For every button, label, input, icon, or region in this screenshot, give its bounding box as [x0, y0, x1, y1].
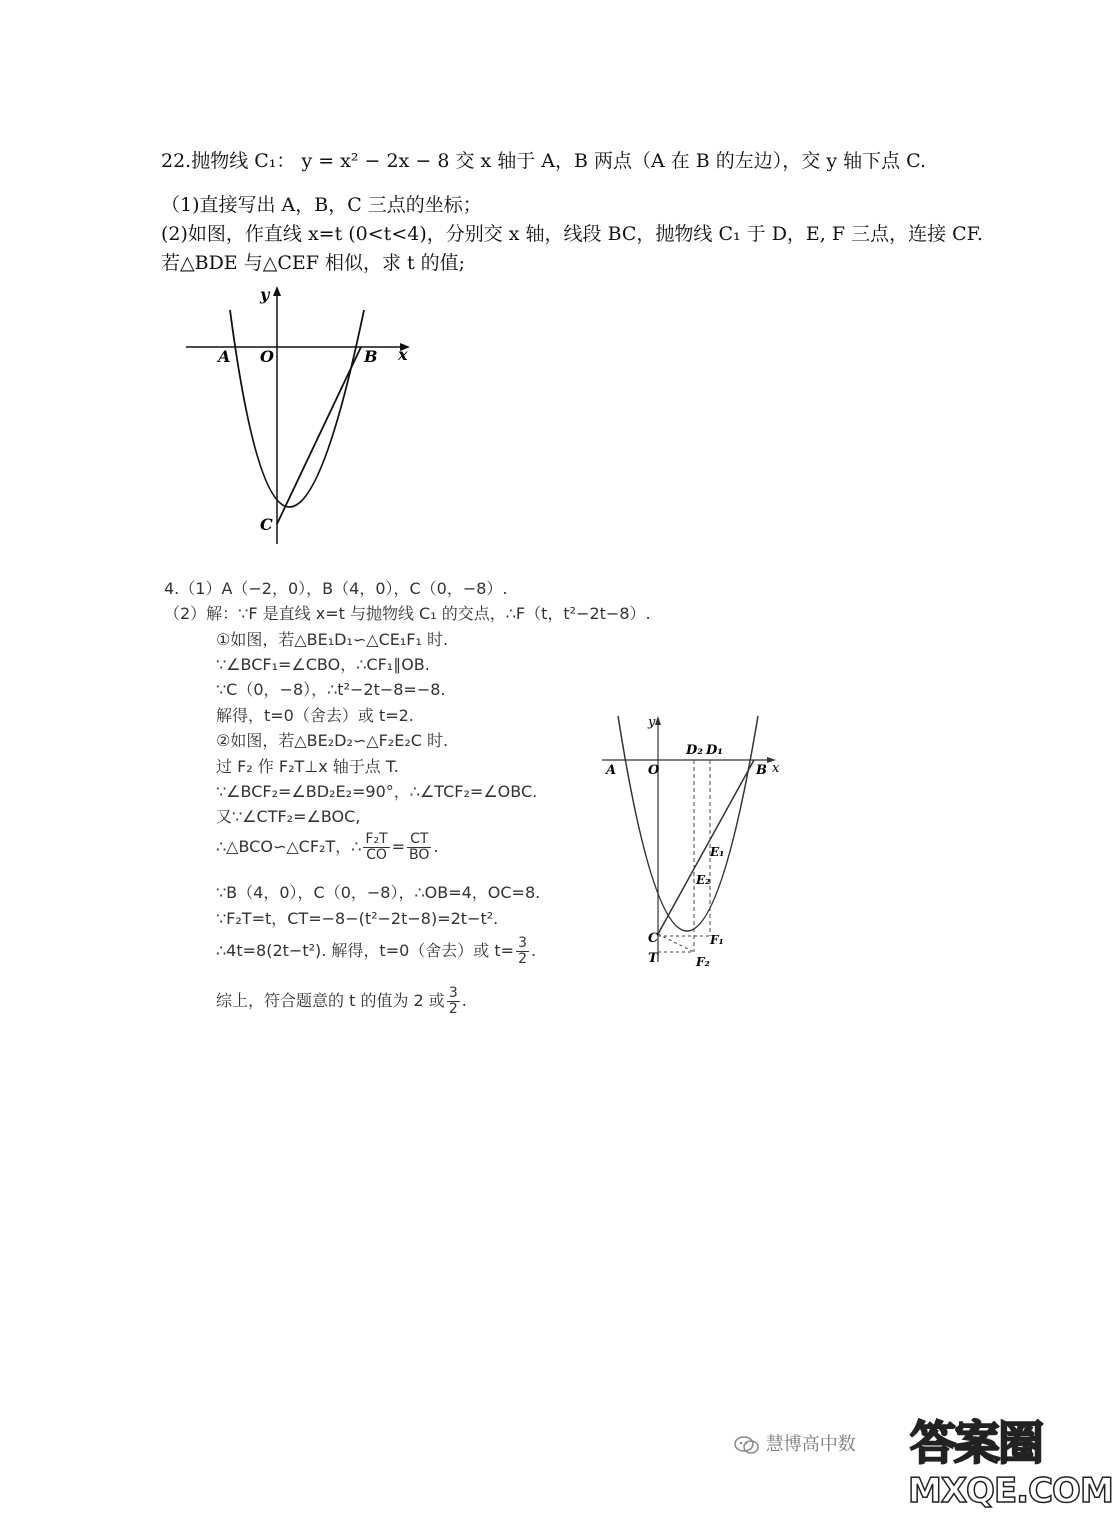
- fraction-denominator: 2: [518, 951, 527, 967]
- fraction-numerator: CT: [407, 832, 431, 848]
- fraction-denominator: BO: [409, 847, 430, 863]
- parabola-figure-1: [180, 282, 420, 550]
- equals-sign: =: [391, 837, 406, 856]
- solution-line-11-prefix: ∴△BCO∽△CF₂T，∴: [216, 837, 362, 856]
- y-axis-arrow: [655, 716, 661, 725]
- solution-line-14-prefix: ∴4t=8(2t−t²). 解得，t=0（舍去）或 t=: [216, 941, 515, 960]
- solution-line-2: （2）解：∵F 是直线 x=t 与抛物线 C₁ 的交点，∴F（t，t²−2t−8）.: [164, 604, 651, 623]
- solution-line-8: 过 F₂ 作 F₂T⊥x 轴于点 T.: [216, 757, 399, 776]
- label-o: O: [648, 763, 660, 778]
- solution-line-10: 又∵∠CTF₂=∠BOC,: [216, 807, 361, 826]
- watermark-account-name: 慧博高中数: [765, 1434, 856, 1455]
- label-x: x: [398, 345, 408, 364]
- fraction-numerator: 3: [448, 985, 458, 1001]
- solution-line-6: 解得，t=0（舍去）或 t=2.: [216, 706, 414, 725]
- solution-line-15: [216, 986, 467, 1017]
- solution-line-1: 4.（1）A（−2，0），B（4，0），C（0，−8）.: [164, 579, 508, 598]
- y-axis-arrow: [273, 286, 281, 296]
- solution-line-15-prefix: 综上，符合题意的 t 的值为 2 或: [216, 991, 445, 1010]
- solution-line-12: ∵B（4，0），C（0，−8），∴OB=4，OC=8.: [216, 883, 541, 902]
- solution-line-7: ②如图，若△BE₂D₂∽△F₂E₂C 时.: [216, 731, 449, 750]
- solution-line-14-suffix: .: [530, 941, 537, 960]
- parabola-curve: [230, 310, 364, 507]
- question-part-2-line-1: (2)如图，作直线 x=t (0<t<4)，分别交 x 轴，线段 BC，抛物线 C₁ 于 D，E, F 三点，连接 CF.: [161, 223, 983, 245]
- site-logo: [908, 1407, 1113, 1521]
- fraction-three-halves: [516, 936, 529, 967]
- label-b: B: [756, 763, 767, 778]
- label-c: C: [648, 931, 659, 946]
- label-a: A: [606, 763, 617, 778]
- fraction-numerator: 3: [518, 935, 527, 951]
- fraction-denominator: CO: [366, 847, 387, 863]
- fraction-ct-over-bo: [407, 832, 431, 863]
- fraction-numerator: F₂T: [365, 831, 388, 847]
- label-o: O: [260, 347, 274, 366]
- label-e1: E₁: [710, 845, 725, 859]
- site-logo-title: 答案圈: [910, 1416, 1042, 1470]
- solution-line-13: ∵F₂T=t，CT=−8−(t²−2t−8)=2t−t².: [216, 909, 499, 928]
- label-y: y: [648, 715, 656, 730]
- label-d2: D₂: [686, 743, 703, 758]
- solution-line-11: [216, 832, 439, 863]
- label-t: T: [648, 951, 658, 966]
- question-line-1: 22.抛物线 C₁： y = x² − 2x − 8 交 x 轴于 A，B 两点（A 在 B 的左边），交 y 轴下点 C.: [161, 150, 927, 172]
- label-x: x: [772, 761, 780, 776]
- label-d1: D₁: [706, 743, 723, 758]
- solution-line-3: ①如图，若△BE₁D₁∽△CE₁F₁ 时.: [216, 630, 449, 649]
- solution-line-4: ∵∠BCF₁=∠CBO，∴CF₁∥OB.: [216, 655, 430, 674]
- watermark-text: [734, 1430, 856, 1456]
- solution-line-11-suffix: .: [433, 837, 439, 856]
- parabola-figure-2: [598, 712, 788, 976]
- fraction-f2t-over-co: [363, 832, 389, 863]
- segment-bc: [658, 760, 754, 934]
- solution-line-5: ∵C（0，−8），∴t²−2t−8=−8.: [216, 680, 446, 699]
- label-e2: E₂: [696, 873, 711, 887]
- solution-line-9: ∵∠BCF₂=∠BD₂E₂=90°，∴∠TCF₂=∠OBC.: [216, 782, 538, 801]
- segment-bc: [277, 347, 361, 524]
- label-c: C: [260, 515, 273, 534]
- label-b: B: [364, 347, 378, 366]
- label-y: y: [260, 285, 270, 304]
- question-part-2-line-2: 若△BDE 与△CEF 相似，求 t 的值;: [161, 252, 466, 274]
- fraction-three-halves: [447, 986, 460, 1017]
- fraction-denominator: 2: [448, 1001, 458, 1017]
- wechat-icon: [734, 1435, 760, 1455]
- label-a: A: [218, 347, 231, 366]
- label-f2: F₂: [696, 955, 710, 969]
- question-part-1: （1)直接写出 A，B，C 三点的坐标；: [161, 194, 482, 216]
- solution-line-14: [216, 936, 536, 967]
- solution-line-15-suffix: .: [461, 991, 467, 1010]
- label-f1: F₁: [710, 933, 724, 947]
- site-logo-url: MXQE.COM: [908, 1471, 1113, 1511]
- dashed-line-c-f2: [658, 934, 694, 952]
